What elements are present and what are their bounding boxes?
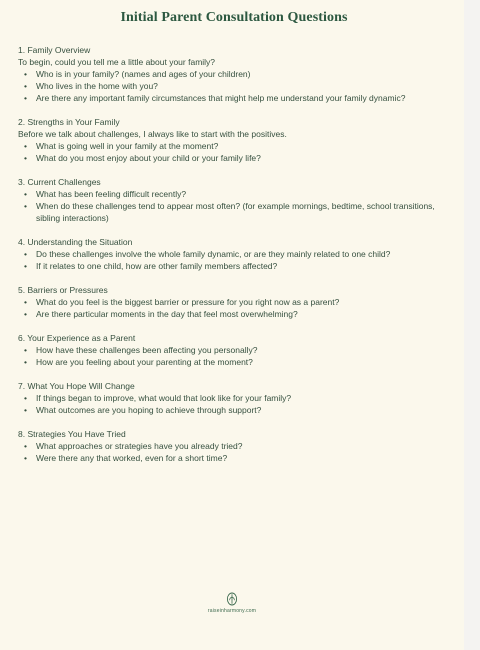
question-item: • Who is in your family? (names and ages of your children) [34, 68, 450, 80]
question-section [18, 284, 450, 320]
question-item: • Were there any that worked, even for a short time? [34, 452, 450, 464]
question-item: • What do you feel is the biggest barrier or pressure for you right now as a parent? [34, 296, 450, 308]
question-item: • What do you most enjoy about your child or your family life? [34, 152, 450, 164]
question-item: • How are you feeling about your parenting at the moment? [34, 356, 450, 368]
question-item: • If things began to improve, what would that look like for your family? [34, 392, 450, 404]
question-list [18, 392, 450, 416]
question-section [18, 176, 450, 224]
questions-list [18, 44, 450, 464]
question-section [18, 44, 450, 104]
question-item: • Are there particular moments in the day that feel most overwhelming? [34, 308, 450, 320]
question-item: • Are there any important family circumstances that might help me understand your family dynamic? [34, 92, 450, 104]
question-item: • Do these challenges involve the whole family dynamic, or are they mainly related to one child? [34, 248, 450, 260]
question-item: • If it relates to one child, how are other family members affected? [34, 260, 450, 272]
question-list [18, 248, 450, 272]
question-list [18, 344, 450, 368]
question-list [18, 296, 450, 320]
section-heading: 7. What You Hope Will Change [18, 381, 135, 391]
question-section [18, 332, 450, 368]
question-list [18, 140, 450, 164]
section-heading: 5. Barriers or Pressures [18, 285, 108, 295]
page-title: Initial Parent Consultation Questions [120, 10, 348, 25]
website-link[interactable]: raiseinharmony.com [207, 608, 257, 614]
question-item: • What approaches or strategies have you already tried? [34, 440, 450, 452]
section-heading: 2. Strengths in Your Family [18, 117, 120, 127]
question-list [18, 188, 450, 224]
question-section [18, 380, 450, 416]
section-intro: To begin, could you tell me a little about your family? [18, 57, 216, 67]
section-heading: 4. Understanding the Situation [18, 237, 133, 247]
question-item: • What is going well in your family at the moment? [34, 140, 450, 152]
question-item: • What has been feeling difficult recently? [34, 188, 450, 200]
question-item: • Who lives in the home with you? [34, 80, 450, 92]
question-list [18, 68, 450, 104]
question-section [18, 428, 450, 464]
question-section [18, 116, 450, 164]
section-heading: 3. Current Challenges [18, 177, 101, 187]
footer [0, 592, 464, 614]
section-heading: 8. Strategies You Have Tried [18, 429, 126, 439]
question-list [18, 440, 450, 464]
question-item: • How have these challenges been affecting you personally? [34, 344, 450, 356]
section-heading: 1. Family Overview [18, 45, 91, 55]
leaf-seed-icon [226, 592, 238, 606]
section-heading: 6. Your Experience as a Parent [18, 333, 136, 343]
question-section [18, 236, 450, 272]
question-item: • When do these challenges tend to appear most often? (for example mornings, bedtime, school transitions, sibling interactions) [34, 200, 450, 224]
question-item: • What outcomes are you hoping to achieve through support? [34, 404, 450, 416]
section-intro: Before we talk about challenges, I always like to start with the positives. [18, 129, 287, 139]
